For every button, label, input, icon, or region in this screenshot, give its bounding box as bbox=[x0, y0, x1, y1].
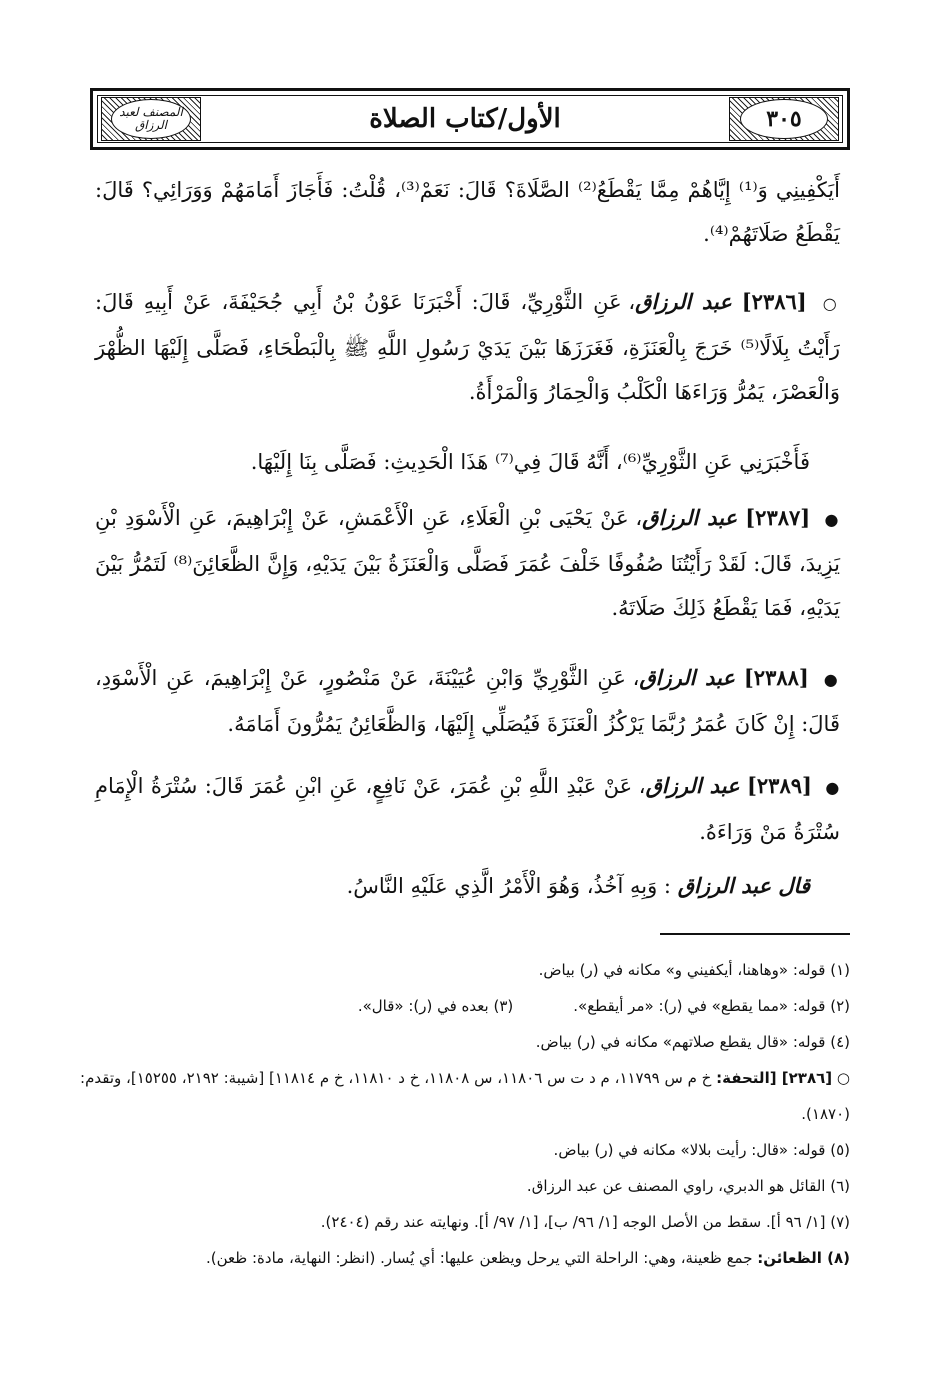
narrator-name: قال عبد الرزاق bbox=[677, 873, 810, 898]
footnote-2386 bbox=[80, 1060, 850, 1132]
footnote-text: جمع ظعينة، وهي: الراحلة التي يرحل ويظعن عليها: أي يُسار. (انظر: النهاية، مادة: ظعن). bbox=[206, 1249, 753, 1267]
footnote-separator bbox=[660, 933, 850, 935]
statement-body: : وَبِهِ آخُذُ، وَهُوَ الْأَمْرُ الَّذِي عَلَيْهِ النَّاسُ. bbox=[346, 874, 672, 898]
footnote-6: (٦) القائل هو الدبري، راوي المصنف عن عبد الرزاق. bbox=[526, 1177, 850, 1195]
hadith-2387 bbox=[95, 496, 840, 630]
narrator-name: عبد الرزاق bbox=[639, 665, 735, 690]
hadith-number: [٢٣٨٨] bbox=[743, 665, 809, 690]
footnote-5: (٥) قوله: «قال: رأيت بلالا» مكانه في (ر) بياض. bbox=[553, 1141, 850, 1159]
hadith-number: [٢٣٨٩] bbox=[746, 773, 812, 798]
bullet-icon: ○ bbox=[822, 294, 840, 313]
header-title-box bbox=[209, 97, 721, 141]
footnote-row-2-3 bbox=[80, 988, 850, 1024]
footnote-7: (٧) [١/ ٩٦ أ]. سقط من الأصل الوجه [١/ ٩٦/ ب]، [١/ ٩٧/ أ]. ونهايته عند رقم (٢٤٠٤). bbox=[320, 1213, 850, 1231]
hadith-body: ، عَنْ عَبْدِ اللَّهِ بْنِ عُمَرَ، عَنْ نَافِعٍ، عَنِ ابْنِ عُمَرَ قَالَ: سُتْرَةُ الْإِمَامِ سُتْرَةُ مَنْ وَرَاءَهُ. bbox=[95, 774, 840, 844]
chapter-title: الأول/كتاب الصلاة bbox=[369, 104, 561, 134]
hadith-2389 bbox=[95, 764, 840, 854]
hadith-2388 bbox=[95, 656, 840, 746]
hadith-text bbox=[95, 168, 840, 256]
paragraph-continuation: أَيَكْفِينِي وَ⁽¹⁾ إِيَّاهُمْ مِمَّا يَقْطَعُ⁽²⁾ الصَّلَاةَ؟ قَالَ: نَعَمْ⁽³⁾، قُلْتُ: فَأَجَازَ أَمَامَهُمْ وَوَرَائِي؟ قَالَ: يَقْطَعُ صَلَاتَهُمْ⁽⁴⁾. bbox=[95, 178, 840, 246]
hadith-body: ، عَنْ يَحْيَى بْنِ الْعَلَاءِ، عَنِ الْأَعْمَشِ، عَنْ إِبْرَاهِيمَ، عَنِ الْأَسْوَدِ بْنِ يَزِيدَ، قَالَ: لَقَدْ رَأَيْتُنَا صُفُوفًا خَلْفَ عُمَرَ فَصَلَّى وَالْعَنَزَةُ بَيْنَ يَدَيْهِ، وَإِنَّ الظَّعَائِنَ⁽⁸⁾ لَتَمُرُّ بَيْنَ يَدَيْهِ، فَمَا يَقْطَعُ ذَلِكَ صَلَاتَهُ. bbox=[95, 506, 840, 620]
footnote-text: خ م س ١١٧٩٩، م د ت س ١١٨٠٦، س ١١٨٠٨، خ د ١١٨١٠، خ م ١١٨١٤] [شيبة: ٢١٩٢، ١٥٢٥٥]، وتقدم: (١٨٧٠). bbox=[80, 1069, 850, 1123]
hadith-number: [٢٣٨٦] bbox=[741, 289, 807, 314]
hadith-number: [٢٣٨٧] bbox=[745, 505, 811, 530]
page-number: ٣٠٥ bbox=[766, 106, 802, 132]
hadith-body: ، عَنِ الثَّوْرِيِّ، قَالَ: أَخْبَرَنَا عَوْنُ بْنُ أَبِي جُحَيْفَةَ، عَنْ أَبِيهِ قَالَ: رَأَيْتُ بِلَالًا⁽⁵⁾ خَرَجَ بِالْعَنَزَةِ، فَغَرَزَهَا بَيْنَ يَدَيْ رَسُولِ اللَّهِ ﷺ بِالْبَطْحَاءِ، فَصَلَّى إِلَيْهَا الظُّهْرَ وَالْعَصْرَ، يَمُرُّ وَرَاءَهَا الْكَلْبُ وَالْحِمَارُ وَالْمَرْأَةُ. bbox=[95, 290, 840, 404]
bullet-icon: ● bbox=[824, 510, 840, 529]
book-emblem bbox=[101, 97, 201, 141]
hadith-2386-addendum bbox=[95, 440, 840, 484]
paragraph: فَأَخْبَرَنِي عَنِ الثَّوْرِيِّ⁽⁶⁾، أَنَّهُ قَالَ فِي⁽⁷⁾ هَذَا الْحَدِيثِ: فَصَلَّى بِنَا إِلَيْهَا. bbox=[250, 450, 810, 474]
footnote-label: (٨) الظعائن: bbox=[757, 1249, 850, 1267]
narrator-name: عبد الرزاق bbox=[645, 773, 740, 798]
page-header bbox=[90, 88, 850, 150]
footnote-1: (١) قوله: «وهاهنا، أيكفيني و» مكانه في (ر) بياض. bbox=[538, 961, 850, 979]
page-number-box bbox=[729, 97, 839, 141]
narrator-name: عبد الرزاق bbox=[642, 505, 737, 530]
narrator-name: عبد الرزاق bbox=[635, 289, 732, 314]
author-statement bbox=[95, 864, 840, 908]
footnote-3: (٣) بعده في (ر): «قال». bbox=[357, 997, 514, 1015]
footnote-8 bbox=[80, 1240, 850, 1276]
footnotes bbox=[80, 952, 850, 1276]
hadith-2386 bbox=[95, 280, 840, 414]
footnote-4: (٤) قوله: «قال يقطع صلاتهم» مكانه في (ر) بياض. bbox=[535, 1033, 850, 1051]
hadith-body: ، عَنِ الثَّوْرِيِّ وَابْنِ عُيَيْنَةَ، عَنْ مَنْصُورٍ، عَنْ إِبْرَاهِيمَ، عَنِ الْأَسْوَدِ، قَالَ: إِنْ كَانَ عُمَرُ رُبَّمَا يَرْكُزُ الْعَنَزَةَ فَيُصَلِّي إِلَيْهَا، وَالظَّعَائِنُ يَمُرُّونَ أَمَامَهُ. bbox=[95, 666, 840, 736]
bullet-icon: ● bbox=[825, 778, 840, 797]
bullet-icon: ○ bbox=[832, 1069, 850, 1087]
footnote-2: (٢) قوله: «مما يقطع» في (ر): «مر أيقطع». bbox=[573, 997, 850, 1015]
bullet-icon: ● bbox=[823, 670, 840, 689]
footnote-label: [٢٣٨٦] [التحفة: bbox=[716, 1069, 833, 1087]
book-name: المصنف لعبد الرزاق bbox=[119, 105, 183, 132]
